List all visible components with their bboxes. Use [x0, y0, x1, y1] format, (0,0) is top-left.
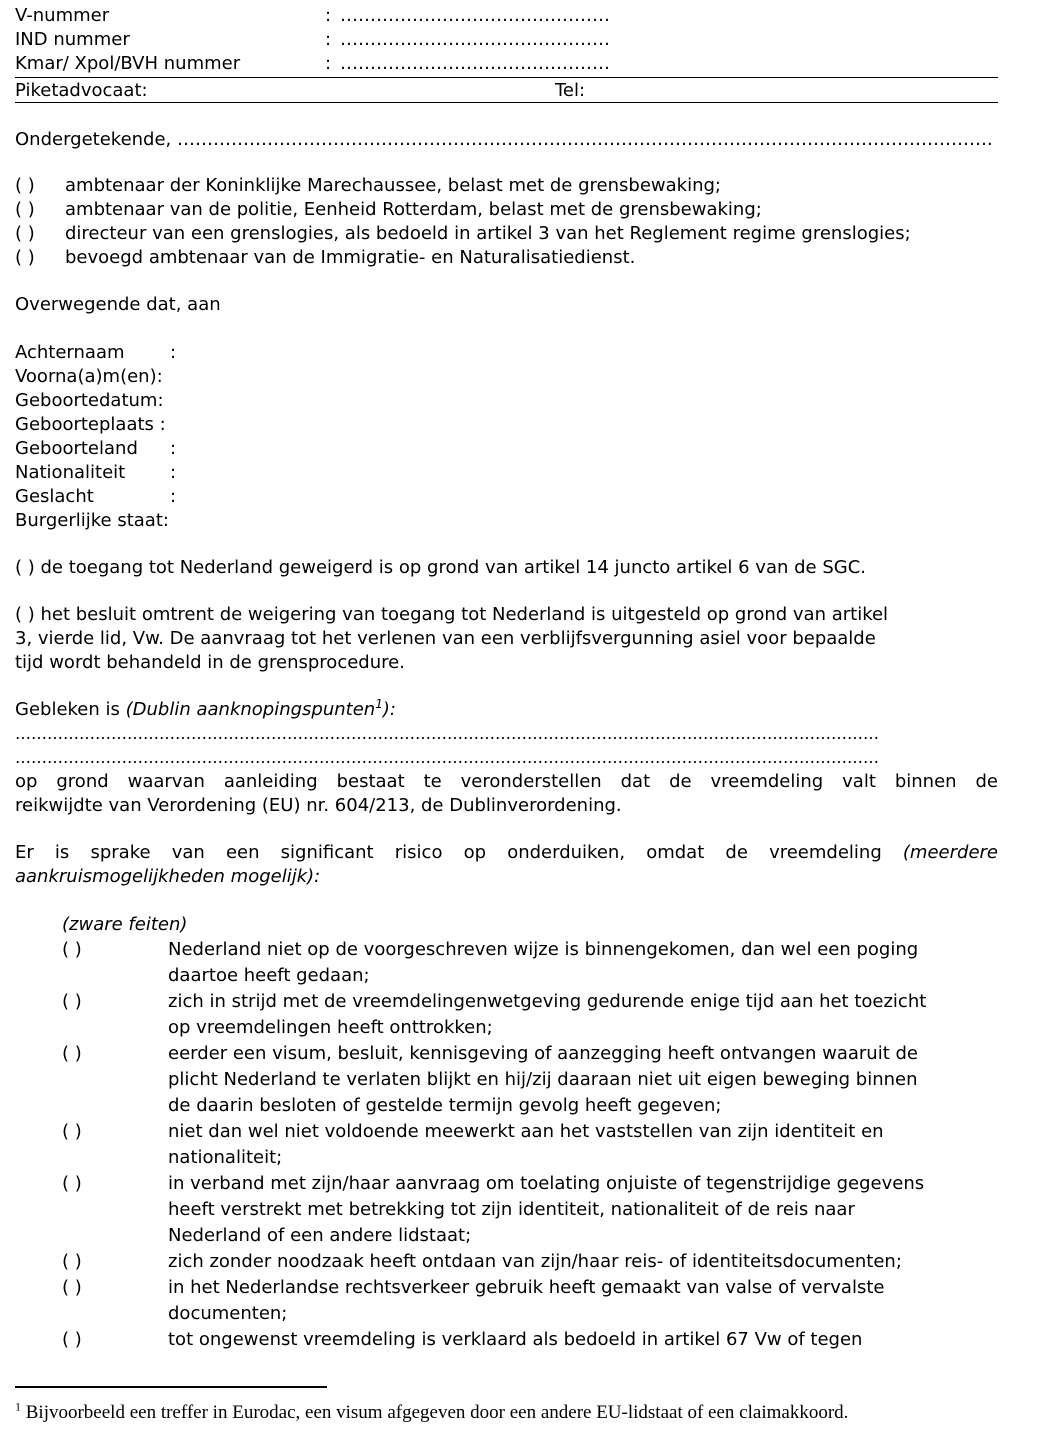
official-option[interactable]: [15, 198, 998, 222]
risk-item[interactable]: [62, 1249, 998, 1275]
option-text: directeur van een grenslogies, als bedoeld in artikel 3 van het Reglement regime grenslogies;: [65, 223, 911, 244]
risk-line: op vreemdelingen heeft onttrokken;: [168, 1017, 493, 1038]
ondergetekende-line[interactable]: Ondergetekende, ……………………………………………………………………………………………………………………….: [15, 129, 993, 150]
colon: :: [170, 438, 177, 459]
piketadvocaat-label[interactable]: Piketadvocaat:: [15, 80, 148, 101]
risk-line: Nederland niet op de voorgeschreven wijze is binnengekomen, dan wel een poging: [168, 939, 919, 960]
overwegende-text: Overwegende dat, aan: [15, 294, 221, 315]
official-option[interactable]: [15, 246, 998, 270]
gebleken-heading: [15, 698, 998, 722]
zware-feiten-list: [62, 913, 998, 1353]
gebleken-text-line: reikwijdte van Verordening (EU) nr. 604/213, de Dublinverordening.: [15, 795, 622, 816]
colon: :: [170, 462, 177, 483]
gebleken-tail: ):: [382, 699, 396, 720]
option-text: ambtenaar van de politie, Eenheid Rotterdam, belast met de grensbewaking;: [65, 199, 762, 220]
field-label: Achternaam: [15, 342, 125, 363]
footnote-divider: [15, 1386, 327, 1388]
checkbox[interactable]: ( ): [62, 1043, 82, 1064]
risk-line: in het Nederlandse rechtsverkeer gebruik heeft gemaakt van valse of vervalste: [168, 1277, 885, 1298]
checkbox[interactable]: ( ): [15, 223, 35, 244]
field-label: Voorna(a)m(en):: [15, 366, 163, 387]
toegang-option[interactable]: ( ) de toegang tot Nederland geweigerd is op grond van artikel 14 juncto artikel 6 van de SGC.: [15, 557, 866, 578]
checkbox[interactable]: ( ): [62, 1121, 82, 1142]
risk-item[interactable]: [62, 1327, 998, 1353]
checkbox[interactable]: ( ): [15, 199, 35, 220]
field-geboorteland[interactable]: [15, 437, 177, 461]
gebleken-dots-line[interactable]: ………………………………………………………………………………………………………………………………………………: [15, 724, 879, 743]
option-text: bevoegd ambtenaar van de Immigratie- en Naturalisatiedienst.: [65, 247, 636, 268]
field-label: Nationaliteit: [15, 462, 126, 483]
field-label: Geboortedatum:: [15, 390, 164, 411]
footnote-number: 1: [15, 1399, 21, 1414]
risico-line-2: aankruismogelijkheden mogelijk):: [15, 866, 321, 887]
piketadvocaat-row: [15, 79, 998, 103]
field-geboortedatum[interactable]: [15, 389, 164, 413]
v-nummer-label: V-nummer: [15, 5, 110, 26]
colon: :: [325, 53, 332, 74]
kmar-nummer-field[interactable]: ………………………………………: [340, 53, 610, 74]
gebleken-lead: Gebleken is: [15, 699, 126, 720]
risk-item[interactable]: [62, 1041, 998, 1119]
risk-item[interactable]: [62, 1275, 998, 1327]
besluit-line: tijd wordt behandeld in de grensprocedure.: [15, 652, 405, 673]
gebleken-section: [15, 698, 998, 818]
official-option[interactable]: [15, 222, 998, 246]
risk-line: zich in strijd met de vreemdelingenwetgeving gedurende enige tijd aan het toezicht: [168, 991, 927, 1012]
risk-item[interactable]: [62, 937, 998, 989]
checkbox[interactable]: ( ): [62, 1173, 82, 1194]
risk-item[interactable]: [62, 989, 998, 1041]
risk-line: heeft verstrekt met betrekking tot zijn identiteit, nationaliteit of de reis naar: [168, 1199, 855, 1220]
risico-italic: (meerdere: [902, 842, 998, 863]
header-divider-top: [15, 77, 998, 78]
field-label: Geslacht: [15, 486, 94, 507]
risk-line: niet dan wel niet voldoende meewerkt aan het vaststellen van zijn identiteit en: [168, 1121, 884, 1142]
field-voornamen[interactable]: [15, 365, 163, 389]
risico-line: [15, 841, 998, 865]
colon: :: [170, 486, 177, 507]
ind-nummer-field[interactable]: ………………………………………: [340, 29, 610, 50]
gebleken-italic: (Dublin aanknopingspunten: [125, 699, 376, 720]
risk-line: daartoe heeft gedaan;: [168, 965, 370, 986]
colon: :: [325, 5, 332, 26]
field-achternaam[interactable]: [15, 341, 177, 365]
risk-line: documenten;: [168, 1303, 288, 1324]
risk-item[interactable]: [62, 1171, 998, 1249]
zware-feiten-heading: (zware feiten): [62, 914, 188, 935]
footnote: [15, 1399, 849, 1424]
colon: :: [325, 29, 332, 50]
header-divider-bottom: [15, 102, 998, 103]
besluit-option[interactable]: [15, 603, 998, 675]
field-label: Geboorteland: [15, 438, 138, 459]
risk-line: zich zonder noodzaak heeft ontdaan van zijn/haar reis- of identiteitsdocumenten;: [168, 1251, 902, 1272]
risk-line: plicht Nederland te verlaten blijkt en hij/zij daaraan niet uit eigen beweging binnen: [168, 1069, 918, 1090]
besluit-line: ( ) het besluit omtrent de weigering van toegang tot Nederland is uitgesteld op grond van artikel: [15, 604, 889, 625]
option-text: ambtenaar der Koninklijke Marechaussee, belast met de grensbewaking;: [65, 175, 721, 196]
risk-line: de daarin besloten of gestelde termijn gevolg heeft gegeven;: [168, 1095, 722, 1116]
field-geboorteplaats[interactable]: [15, 413, 166, 437]
besluit-line: 3, vierde lid, Vw. De aanvraag tot het verlenen van een verblijfsvergunning asiel voor bepaalde: [15, 628, 876, 649]
officials-options: [15, 174, 998, 270]
risk-line: eerder een visum, besluit, kennisgeving of aanzegging heeft ontvangen waaruit de: [168, 1043, 918, 1064]
footnote-ref: 1: [375, 697, 383, 711]
gebleken-dots-line[interactable]: ………………………………………………………………………………………………………………………………………………: [15, 748, 879, 767]
risk-line: in verband met zijn/haar aanvraag om toelating onjuiste of tegenstrijdige gegevens: [168, 1173, 925, 1194]
risico-section: [15, 841, 998, 889]
colon: :: [170, 342, 177, 363]
checkbox[interactable]: ( ): [62, 991, 82, 1012]
risk-line: tot ongewenst vreemdeling is verklaard als bedoeld in artikel 67 Vw of tegen: [168, 1329, 863, 1350]
kmar-nummer-label: Kmar/ Xpol/BVH nummer: [15, 53, 241, 74]
field-nationaliteit[interactable]: [15, 461, 177, 485]
field-geslacht[interactable]: [15, 485, 177, 509]
footnote-text: Bijvoorbeeld een treffer in Eurodac, een visum afgegeven door een andere EU-lidstaat of een claimakkoord.: [21, 1402, 849, 1423]
field-label: Burgerlijke staat:: [15, 510, 169, 531]
ind-nummer-row: [15, 28, 998, 52]
checkbox[interactable]: ( ): [62, 939, 82, 960]
ind-nummer-label: IND nummer: [15, 29, 130, 50]
gebleken-text-line: op grond waarvan aanleiding bestaat te veronderstellen dat de vreemdeling valt binnen de: [15, 771, 998, 792]
risico-lead: Er is sprake van een significant risico op onderduiken, omdat de vreemdeling: [15, 842, 903, 863]
checkbox[interactable]: ( ): [62, 1277, 82, 1298]
risk-line: Nederland of een andere lidstaat;: [168, 1225, 472, 1246]
risk-line: nationaliteit;: [168, 1147, 283, 1168]
risk-item[interactable]: [62, 1119, 998, 1171]
v-nummer-row: [15, 4, 998, 28]
field-label: Geboorteplaats :: [15, 414, 166, 435]
kmar-nummer-row: [15, 52, 998, 76]
official-option[interactable]: [15, 174, 998, 198]
checkbox[interactable]: ( ): [62, 1329, 82, 1350]
checkbox[interactable]: ( ): [15, 247, 35, 268]
v-nummer-field[interactable]: ………………………………………: [340, 5, 610, 26]
tel-label[interactable]: Tel:: [555, 80, 586, 101]
checkbox[interactable]: ( ): [62, 1251, 82, 1272]
field-burgerlijke-staat[interactable]: [15, 509, 169, 533]
checkbox[interactable]: ( ): [15, 175, 35, 196]
